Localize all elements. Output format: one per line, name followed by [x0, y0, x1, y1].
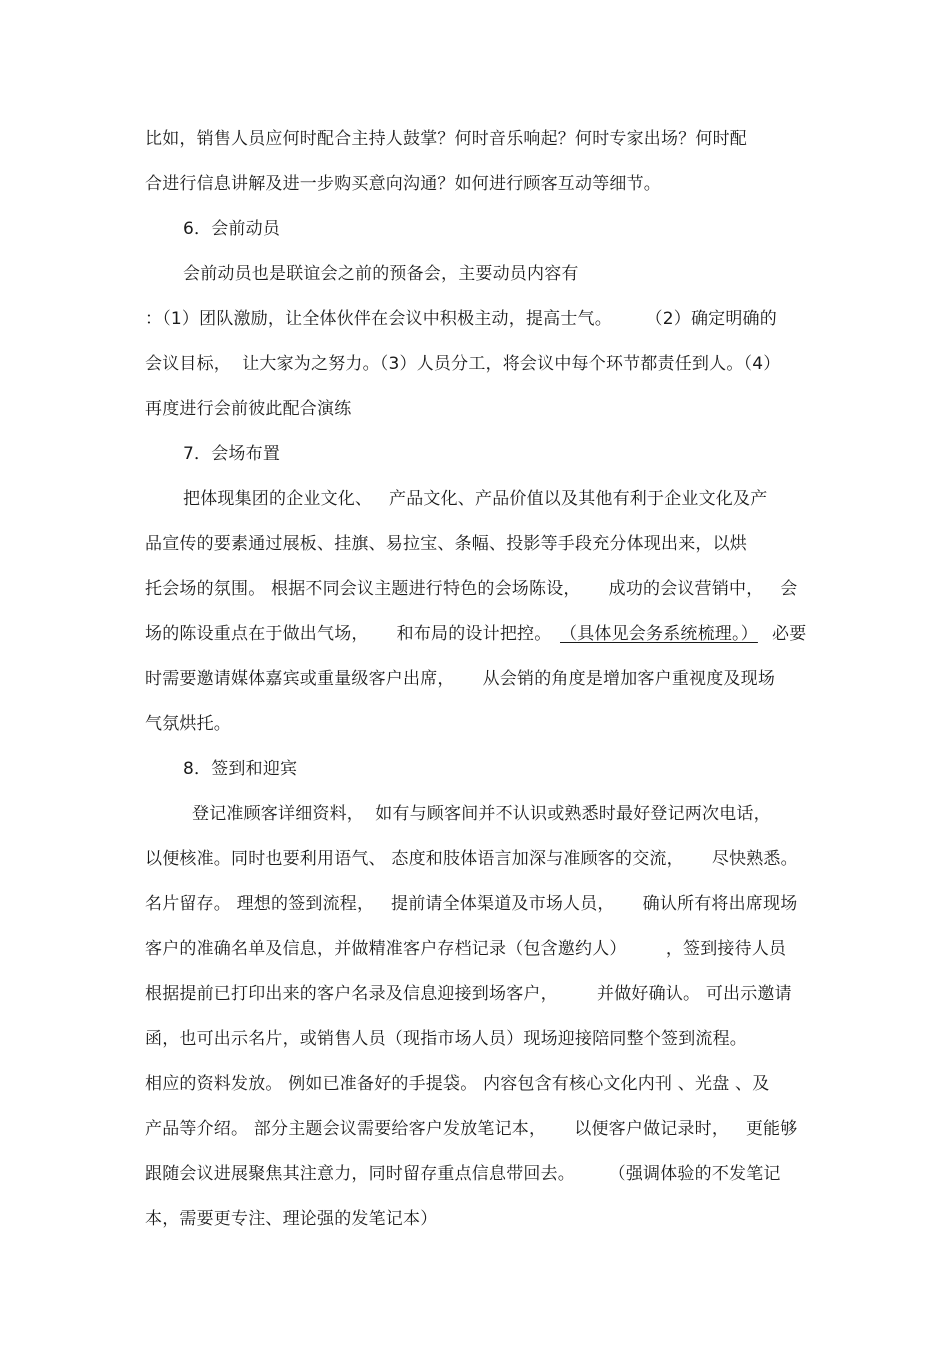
paragraph-line: 本，需要更专注、理论强的发笔记本） [145, 1209, 438, 1229]
section-heading: 8．签到和迎宾 [183, 759, 298, 779]
paragraph-line: 合进行信息讲解及进一步购买意向沟通？如何进行顾客互动等细节。 [145, 174, 661, 194]
paragraph-line: 场的陈设重点在于做出气场， 和布局的设计把控。 [145, 624, 552, 644]
paragraph-line: 再度进行会前彼此配合演练 [145, 399, 352, 419]
paragraph-line: 客户的准确名单及信息，并做精准客户存档记录（包含邀约人） ，签到接待人员 [145, 939, 787, 959]
paragraph-line: 会前动员也是联谊会之前的预备会，主要动员内容有 [183, 264, 579, 284]
paragraph-line: 会议目标， 让大家为之努力。（3）人员分工，将会议中每个环节都责任到人。（4） [145, 354, 781, 374]
paragraph-line: ：（1）团队激励，让全体伙伴在会议中积极主动，提高士气。 （2）确定明确的 [145, 309, 777, 329]
paragraph-line: 相应的资料发放。 例如已准备好的手提袋。 内容包含有核心文化内刊 、光盘 、及 [145, 1074, 770, 1094]
paragraph-line: 比如，销售人员应何时配合主持人鼓掌？何时音乐响起？何时专家出场？何时配 [145, 129, 747, 149]
paragraph-line: 函，也可出示名片，或销售人员（现指市场人员）现场迎接陪同整个签到流程。 [145, 1029, 747, 1049]
section-heading: 7．会场布置 [183, 444, 281, 464]
paragraph-line: 根据提前已打印出来的客户名录及信息迎接到场客户， 并做好确认。 可出示邀请 [145, 984, 792, 1004]
reference-link[interactable]: （具体见会务系统梳理。） [560, 624, 758, 644]
paragraph-line: 品宣传的要素通过展板、挂旗、易拉宝、条幅、投影等手段充分体现出来，以烘 [145, 534, 747, 554]
paragraph-line: 托会场的氛围。 根据不同会议主题进行特色的会场陈设， 成功的会议营销中， 会 [145, 579, 798, 599]
paragraph-line: 时需要邀请媒体嘉宾或重量级客户出席， 从会销的角度是增加客户重视度及现场 [145, 669, 776, 689]
paragraph-line: 把体现集团的企业文化、 产品文化、产品价值以及其他有利于企业文化及产 [183, 489, 768, 509]
paragraph-line: 以便核准。同时也要利用语气、 态度和肢体语言加深与准顾客的交流， 尽快熟悉。 [145, 849, 798, 869]
paragraph-line: 跟随会议进展聚焦其注意力，同时留存重点信息带回去。 （强调体验的不发笔记 [145, 1164, 781, 1184]
paragraph-line: 名片留存。 理想的签到流程， 提前请全体渠道及市场人员， 确认所有将出席现场 [145, 894, 798, 914]
paragraph-line: 气氛烘托。 [145, 714, 231, 734]
paragraph-line: 产品等介绍。 部分主题会议需要给客户发放笔记本， 以便客户做记录时， 更能够 [145, 1119, 798, 1139]
paragraph-line: 必要 [772, 624, 807, 644]
section-heading: 6．会前动员 [183, 219, 281, 239]
paragraph-line: 登记准顾客详细资料， 如有与顾客间并不认识或熟悉时最好登记两次电话， [192, 804, 771, 824]
